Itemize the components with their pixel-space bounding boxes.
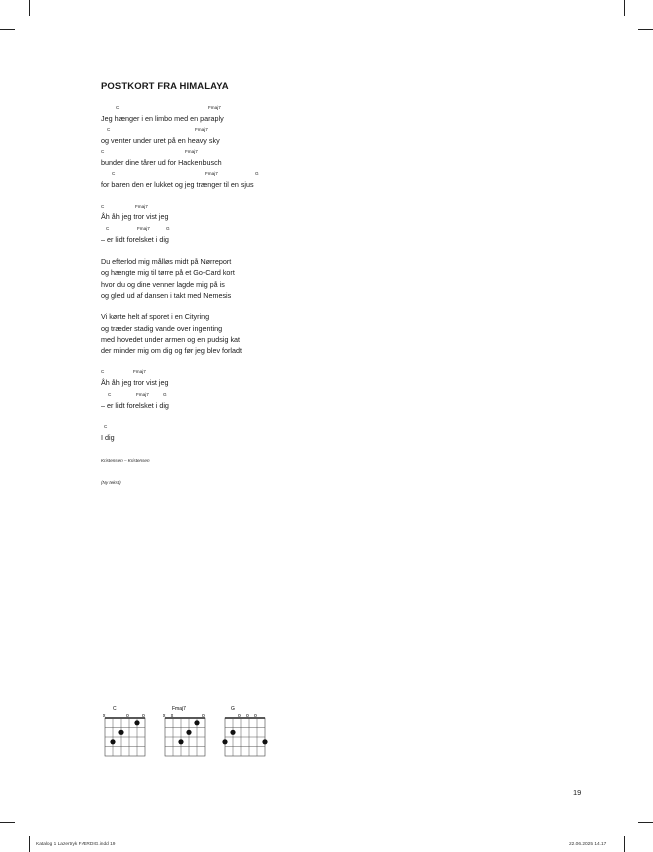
chord-label: Fmaj7 [185, 149, 198, 154]
chord-label: C [108, 392, 112, 397]
finger-dot [134, 720, 139, 725]
chord-label: Fmaj7 [195, 127, 208, 132]
muted-string-mark: x [170, 713, 174, 719]
lyric-line: I dig [101, 433, 115, 442]
finger-dot [110, 739, 115, 744]
chord-label: C [116, 105, 120, 110]
chord-label: C [101, 204, 105, 209]
finger-dot [230, 730, 235, 735]
lyric-line: for baren den er lukket og jeg trænger til en sjus [101, 180, 254, 189]
chord-label: G [163, 392, 167, 397]
page-number: 19 [573, 788, 582, 797]
lyric-line: bunder dine tårer ud for Hackenbusch [101, 158, 222, 167]
finger-dot [262, 739, 267, 744]
lyric-line: Vi kørte helt af sporet i en Cityring [101, 312, 210, 321]
crop-mark [638, 29, 653, 30]
crop-mark [29, 836, 30, 852]
lyric-line: – er lidt forelsket i dig [101, 401, 169, 410]
text-note: (Ny tekst) [101, 480, 121, 485]
lyric-line: der minder mig om dig og før jeg blev forladt [101, 346, 243, 355]
open-string-mark: o [254, 713, 257, 719]
chord-diagram-fmaj7 [163, 706, 205, 756]
open-string-mark: o [238, 713, 241, 719]
chord-label: C [101, 369, 105, 374]
open-string-mark: o [126, 713, 129, 719]
lyric-line: Jeg hænger i en limbo med en paraply [101, 114, 224, 123]
chord-label: Fmaj7 [208, 105, 221, 110]
lyric-line: og træder stadig vande over ingenting [101, 324, 223, 333]
chord-diagram-g [222, 706, 267, 756]
footer-timestamp: 22.06.2025 14.17 [569, 842, 607, 847]
chord-diagram-name: C [113, 706, 117, 712]
chord-diagrams [95, 703, 275, 761]
chord-label: Fmaj7 [136, 392, 149, 397]
chord-diagram-name: G [231, 706, 235, 712]
finger-dot [178, 739, 183, 744]
chord-label: Fmaj7 [205, 171, 218, 176]
open-string-mark: o [142, 713, 145, 719]
chord-label: Fmaj7 [133, 369, 146, 374]
chord-diagram-c [103, 706, 145, 756]
lyric-line: og hængte mig til tørre på et Go-Card kort [101, 268, 235, 277]
lyric-line: Du efterlod mig målløs midt på Nørreport [101, 257, 232, 266]
chord-diagram-name: Fmaj7 [172, 706, 186, 712]
songwriter-credit: Kristensen – Kristensen [101, 458, 150, 463]
crop-mark [29, 0, 30, 16]
lyric-line: Åh åh jeg tror vist jeg [101, 378, 169, 387]
finger-dot [194, 720, 199, 725]
fret-lines [225, 718, 265, 756]
crop-mark [624, 0, 625, 16]
chord-label: G [166, 226, 170, 231]
song-title: POSTKORT FRA HIMALAYA [101, 81, 229, 92]
chord-label: C [101, 149, 105, 154]
chord-label: C [107, 127, 111, 132]
crop-mark [624, 836, 625, 852]
muted-string-mark: x [102, 713, 106, 719]
chord-label: Fmaj7 [135, 204, 148, 209]
footer-file-name: Katalog 1 Lazertryk FÆRDIG.indd 19 [36, 842, 116, 847]
finger-dot [118, 730, 123, 735]
crop-mark [0, 822, 15, 823]
lyric-line: – er lidt forelsket i dig [101, 235, 169, 244]
crop-mark [0, 29, 15, 30]
chord-label: C [104, 424, 108, 429]
chord-label: Fmaj7 [137, 226, 150, 231]
chord-label: G [255, 171, 259, 176]
chord-label: C [112, 171, 116, 176]
finger-dot [222, 739, 227, 744]
crop-mark [638, 822, 653, 823]
finger-dot [186, 730, 191, 735]
lyric-line: med hovedet under armen og en pudsig kat [101, 335, 241, 344]
lyric-line: og gled ud af dansen i takt med Nemesis [101, 291, 232, 300]
lyric-line: hvor du og dine venner lagde mig på is [101, 280, 225, 289]
chord-label: C [106, 226, 110, 231]
open-string-mark: o [246, 713, 249, 719]
muted-string-mark: x [162, 713, 166, 719]
lyric-line: Åh åh jeg tror vist jeg [101, 212, 169, 221]
lyric-line: og venter under uret på en heavy sky [101, 136, 220, 145]
open-string-mark: o [202, 713, 205, 719]
